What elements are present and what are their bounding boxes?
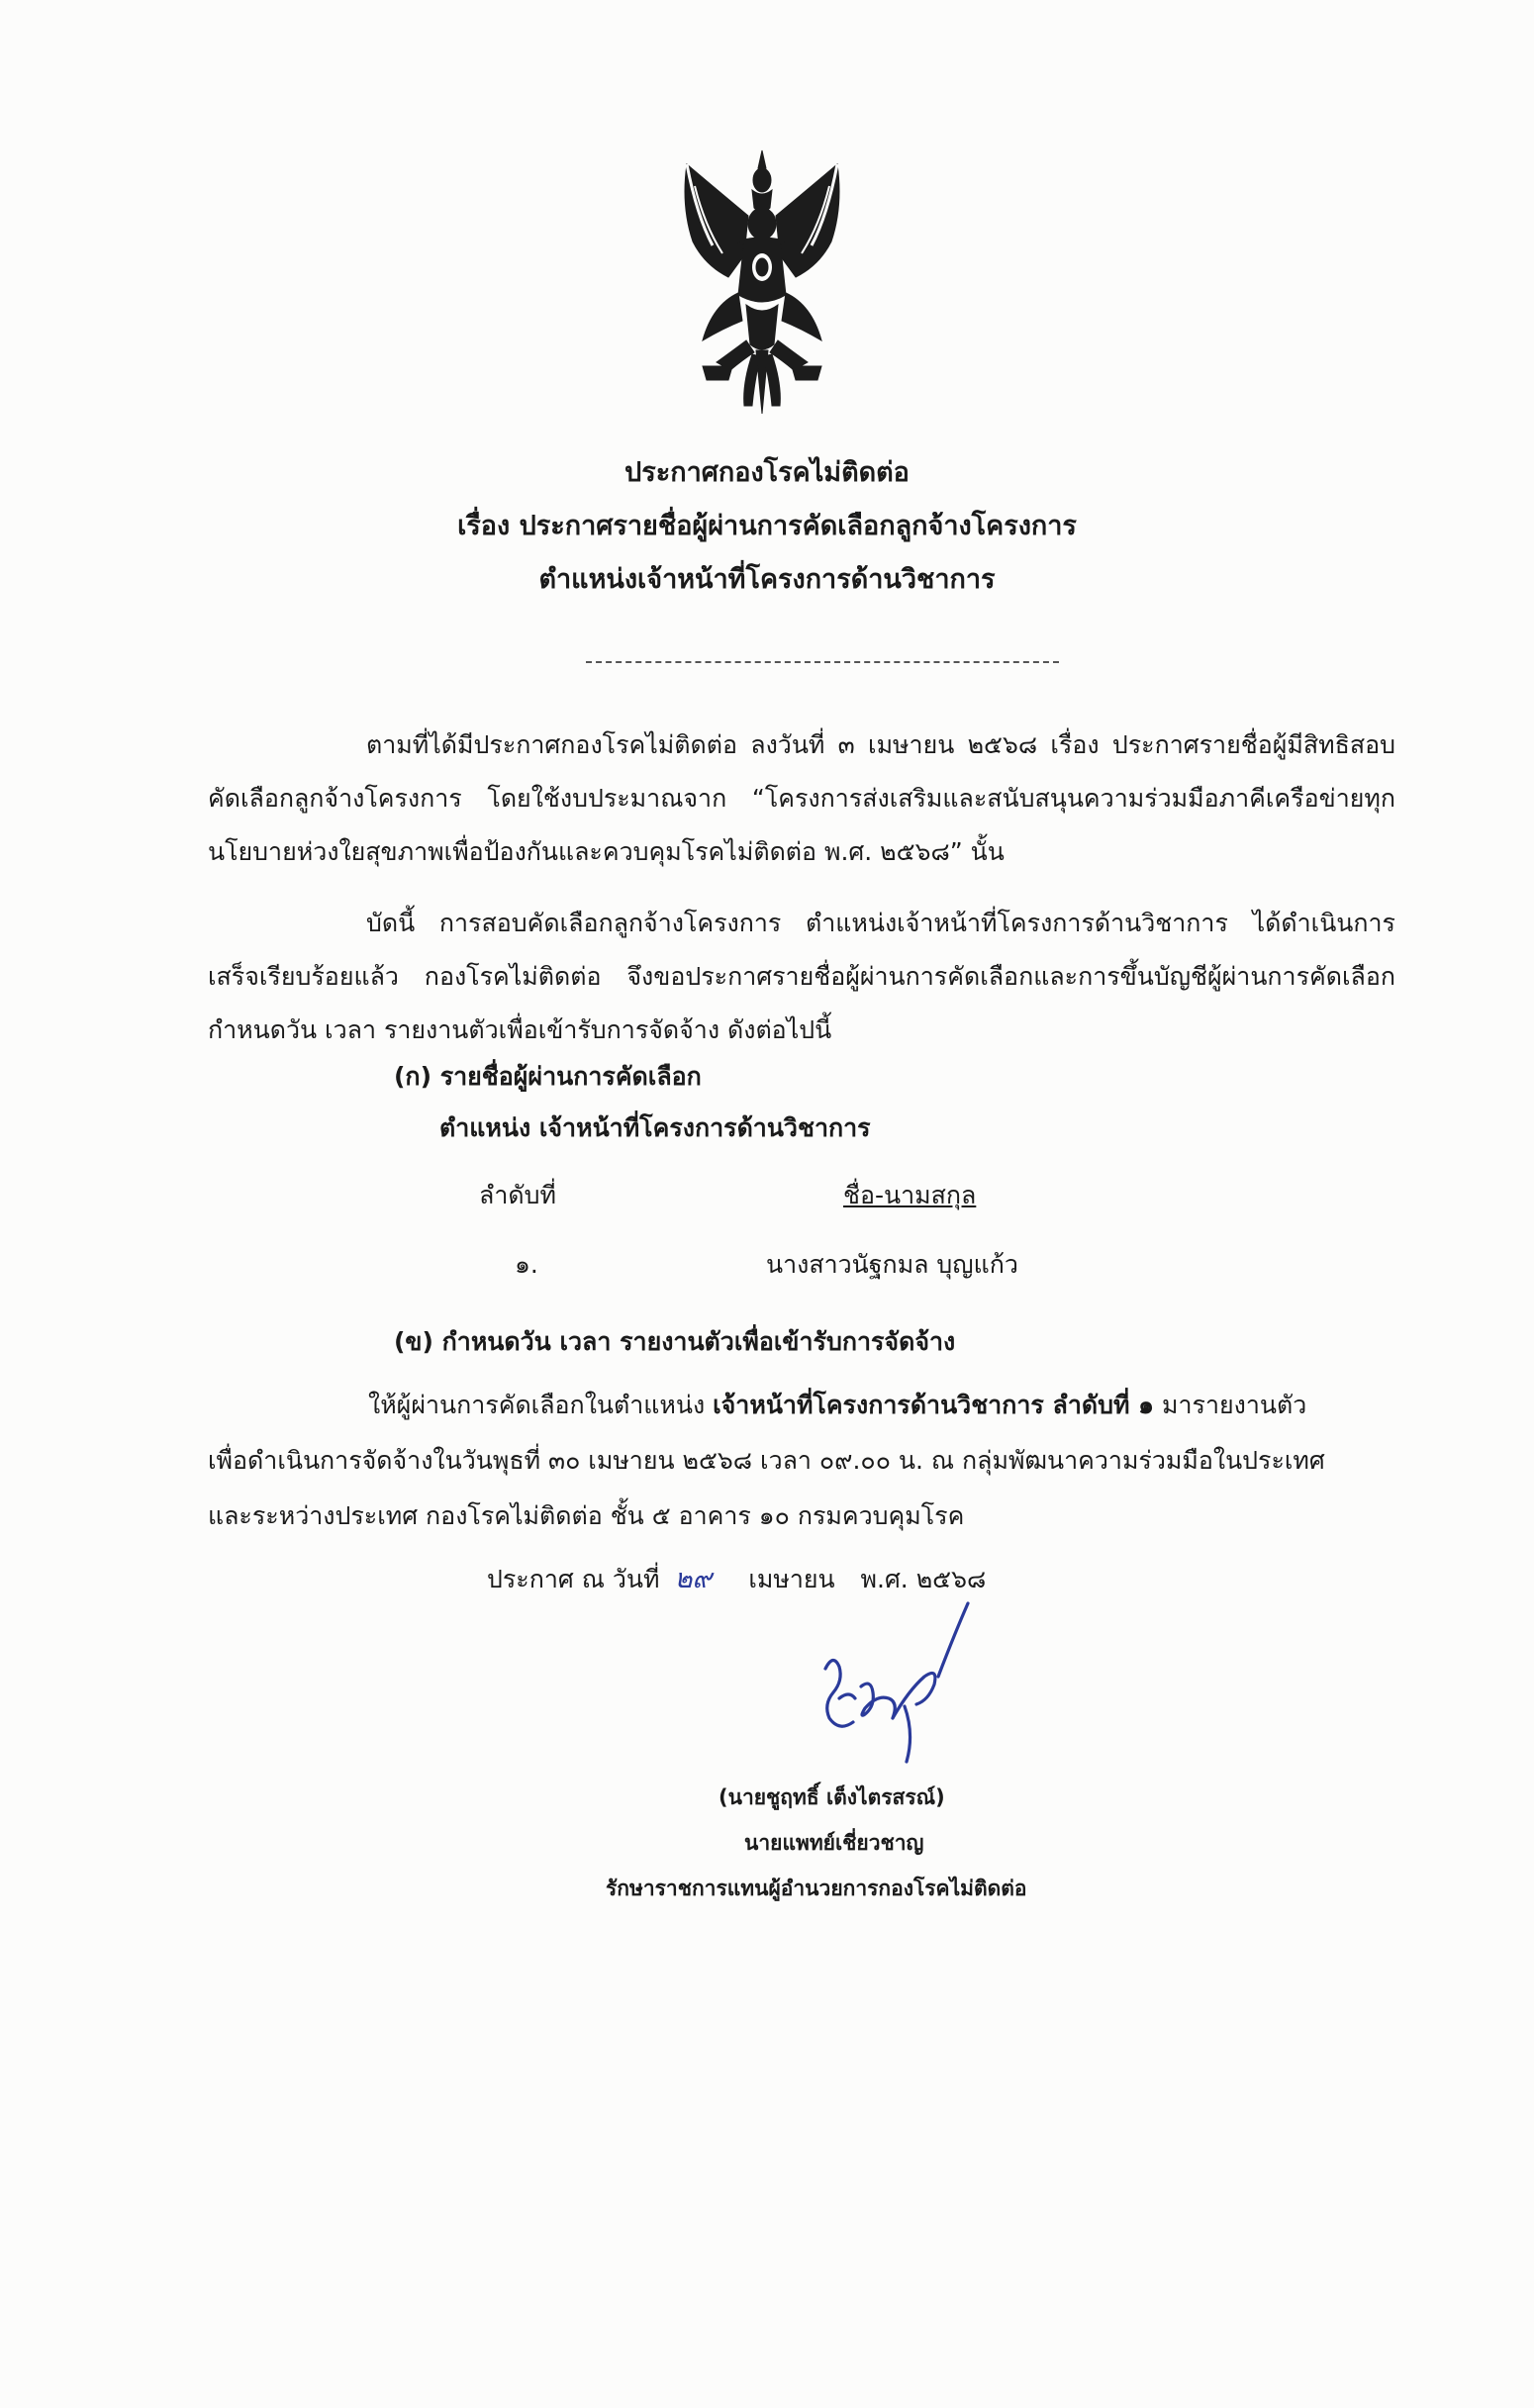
garuda-emblem-icon	[673, 146, 851, 419]
paragraph-intro	[208, 719, 1395, 879]
section-a-heading: (ก) รายชื่อผู้ผ่านการคัดเลือก	[394, 1062, 702, 1091]
paragraph-result-text: บัดนี้ การสอบคัดเลือกลูกจ้างโครงการ ตำแหน่งเจ้าหน้าที่โครงการด้านวิชาการ ได้ดำเนินการเสร็จเรียบร้อยแล้ว กองโรคไม่ติดต่อ จึงขอประกาศรายชื่อผู้ผ่านการคัดเลือกและการขึ้นบัญชีผู้ผ่านการคัดเลือก กำหนดวัน เวลา รายงานตัวเพื่อเข้ารับการจัดจ้าง ดังต่อไปนี้	[208, 909, 1395, 1044]
title-divider	[586, 661, 1059, 663]
signatory-name: (นายชูฤทธิ์ เต็งไตรสรณ์)	[719, 1785, 945, 1809]
signatory-title: นายแพทย์เชี่ยวชาญ	[744, 1831, 924, 1855]
table-header-name: ชื่อ-นามสกุล	[843, 1181, 977, 1209]
dateline-year: พ.ศ. ๒๕๖๘	[860, 1565, 987, 1593]
dateline-prefix: ประกาศ ณ วันที่	[487, 1565, 660, 1593]
section-b-bold: เจ้าหน้าที่โครงการด้านวิชาการ ลำดับที่ ๑	[713, 1391, 1155, 1419]
dateline	[487, 1560, 986, 1599]
section-b-prefix: ให้ผู้ผ่านการคัดเลือกในตำแหน่ง	[368, 1391, 706, 1419]
section-b-heading: (ข) กำหนดวัน เวลา รายงานตัวเพื่อเข้ารับการจัดจ้าง	[394, 1327, 956, 1356]
section-a-position: ตำแหน่ง เจ้าหน้าที่โครงการด้านวิชาการ	[439, 1113, 871, 1142]
dateline-day: ๒๙	[674, 1564, 713, 1594]
signatory-role: รักษาราชการแทนผู้อำนวยการกองโรคไม่ติดต่อ	[606, 1877, 1027, 1900]
signature-mark-icon	[810, 1595, 988, 1774]
announcement-position: ตำแหน่งเจ้าหน้าที่โครงการด้านวิชาการ	[538, 564, 996, 595]
announcement-title: ประกาศกองโรคไม่ติดต่อ	[624, 457, 910, 488]
table-row-name: นางสาวนัฐกมล บุญแก้ว	[766, 1250, 1018, 1279]
dateline-month: เมษายน	[748, 1565, 835, 1593]
paragraph-result	[208, 897, 1395, 1057]
paragraph-intro-text: ตามที่ได้มีประกาศกองโรคไม่ติดต่อ ลงวันที่ ๓ เมษายน ๒๕๖๘ เรื่อง ประกาศรายชื่อผู้มีสิทธิสอบคัดเลือกลูกจ้างโครงการ โดยใช้งบประมาณจาก “โครงการส่งเสริมและสนับสนุนความร่วมมือภาคีเครือข่ายทุกนโยบายห่วงใยสุขภาพเพื่อป้องกันและควบคุมโรคไม่ติดต่อ พ.ศ. ๒๕๖๘” นั้น	[208, 730, 1395, 866]
section-b-line1	[368, 1386, 1306, 1425]
table-row-order: ๑.	[515, 1250, 538, 1279]
announcement-subject: เรื่อง ประกาศรายชื่อผู้ผ่านการคัดเลือกลูกจ้างโครงการ	[457, 511, 1077, 541]
section-b-suffix: มารายงานตัว	[1162, 1391, 1307, 1419]
table-header-order: ลำดับที่	[479, 1181, 556, 1209]
section-b-line2: เพื่อดำเนินการจัดจ้างในวันพุธที่ ๓๐ เมษายน ๒๕๖๘ เวลา ๐๙.๐๐ น. ณ กลุ่มพัฒนาความร่วมมือในประเทศ	[208, 1446, 1325, 1475]
section-b-line3: และระหว่างประเทศ กองโรคไม่ติดต่อ ชั้น ๕ อาคาร ๑๐ กรมควบคุมโรค	[208, 1501, 965, 1530]
